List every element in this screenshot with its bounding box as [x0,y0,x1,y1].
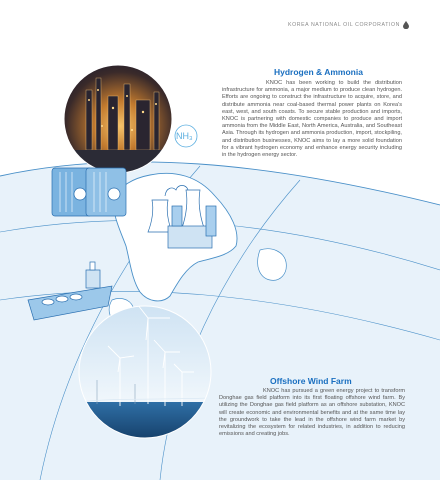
wind-section-title: Offshore Wind Farm [270,376,352,386]
nh3-label: NH₃ [176,131,193,141]
hydrogen-section-body: KNOC has been working to build the distribution infrastructure for ammonia, a major medium to produce clean hydrogen. Efforts are ongoing to construct the infrastructure to acquire, store, and distribute ammonia near coal-based thermal power plants on Korea's east, west, and south coasts. To secure stable production and imports, KNOC is partnering with domestic companies to produce and import ammonia from the Middle East, North America, Australia, and Southeast Asia. Through its hydrogen and ammonia production, import, stockpiling, and distribution businesses, KNOC aims to lay a more solid foundation for a vibrant hydrogen economy and enhance energy security including in the hydrogen energy sector. [222,80,402,159]
wind-section-body: KNOC has pursued a green energy project to transform Donghae gas field platform into its first floating offshore wind farm. By utilizing the Donghae gas field platform as an offshore substation, KNOC will create economic and environmental benefits and at the same time lay the groundwork to take the lead in the offshore wind farm market by revitalizing the ecosystem for related industries, in addition to reducing emissions and creating jobs. [219,388,405,438]
hydrogen-section-title: Hydrogen & Ammonia [274,67,363,77]
storage-tanks [52,168,126,216]
running-title: KOREA NATIONAL OIL CORPORATION [288,22,400,28]
